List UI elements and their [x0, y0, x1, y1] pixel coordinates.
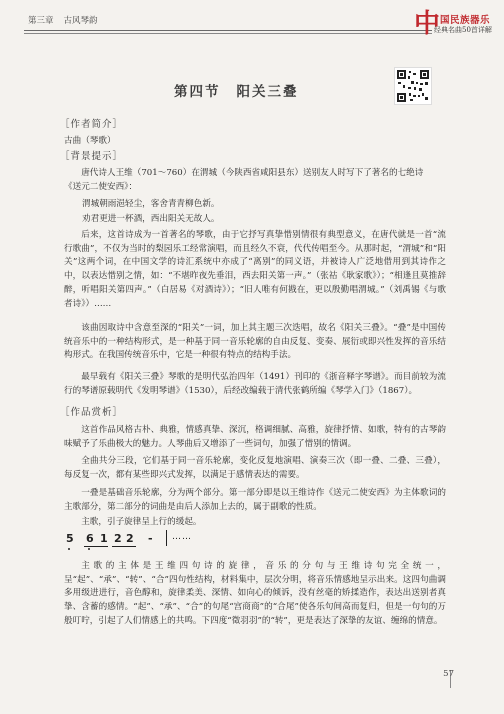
section-title [174, 80, 299, 100]
author-label: ［作者简介］ [60, 119, 124, 130]
section-label: 古风琴韵 [63, 16, 98, 26]
paragraph-3: 该曲因取诗中含意至深的“阳关”一词，加上其主题三次迭唱，故名《阳关三叠》。“叠”是中国传统音乐中的一种结构形式，是一种基于同一音乐轮廓的自由反复、变奏、展衍或即兴性发挥的音乐结构形式。在我国传统音乐中，它是一种很有特点的结构手法。 [64, 323, 446, 361]
logo-mark: 中 [414, 9, 441, 39]
notation-ellipsis: …… [172, 532, 192, 542]
qr-code-graphic [395, 68, 431, 104]
barline [166, 530, 167, 546]
low-octave-dot-2 [88, 548, 90, 550]
logo-title: 国民族器乐 [440, 15, 491, 26]
series-logo [414, 8, 492, 42]
low-octave-dot-1 [68, 548, 70, 550]
note-3: 1 [100, 532, 108, 545]
chapter-label: 第三章 [28, 16, 54, 26]
note-4: 2 [114, 532, 122, 545]
logo-subtitle: 经典名曲50首详解 [434, 26, 492, 34]
running-header [28, 14, 98, 28]
section-number: 第四节 [174, 84, 221, 100]
page-number: 57 [443, 669, 454, 679]
paragraph-6: 全曲共分三段，它们基于同一音乐轮廓，变化反复地演唱、演奏三次（即一叠、二叠、三叠），每反复一次，都有某些即兴式发挥，以满足于感情表达的需要。 [64, 456, 446, 480]
background-line-1: 唐代诗人王维（701～760）在渭城（今陕西省咸阳县东）送别友人时写下了著名的七绝诗 [81, 168, 424, 178]
beam-underline-1 [84, 546, 108, 547]
background-label: ［背景提示］ [60, 151, 124, 162]
header-rule [24, 30, 432, 31]
poem-line-2: 劝君更进一杯酒，西出阳关无故人。 [82, 214, 220, 224]
beam-underline-2 [112, 546, 136, 547]
note-1: 5 [66, 532, 74, 545]
piece-name: 阳关三叠 [236, 84, 299, 100]
paragraph-4: 最早载有《阳关三叠》琴歌的是明代弘治四年（1491）刊印的《浙音释字琴谱》。而目前较为流行的琴谱原载明代《发明琴谱》（1530），后经改编载于清代张鹤所编《琴学入门》（1867）。 [64, 372, 446, 396]
paragraph-2: 后来，这首诗成为一首著名的琴歌，由于它抒写真挚惜别情很有典型意义，在唐代就是一首“流行歌曲”，不仅为当时的梨园乐工经常演唱，而且经久不衰，代代传唱至今。从那时起，“渭城”和“阳关”这两个词，在中国文学的诗汇系统中亦成了“离别”的同义语，并被诗人广泛地借用到其诗作之中，以表达惜别之情，如：“不堪昨夜先垂泪，西去阳关第一声。”（张祜《耿家歌》）；“相逢且莫推辞醉，听唱阳关第四声。”（白居易《对酒诗》）；“旧人唯有何戡在，更以殷勤唱渭城。”（刘禹锡《与歌者诗》）…… [64, 230, 446, 309]
note-2: 6 [86, 532, 94, 545]
background-line-2: 《送元二使安西》： [64, 182, 138, 192]
paragraph-8: 主歌，引子旋律呈上行的缓起。 [81, 517, 202, 527]
note-6: - [148, 532, 153, 545]
header-rule-thin [24, 33, 432, 34]
poem-line-1: 渭城朝雨浥轻尘，客舍青青柳色新。 [82, 199, 220, 209]
author-text: 古曲（琴歌） [64, 136, 116, 146]
paragraph-9: 主歌的主体是王维四句诗的旋律，音乐的分句与王维诗句完全统一，呈“起”、“承”、“转”、“合”四句性结构，材料集中，层次分明，将音乐情感地呈示出来。这四句曲调多用级进进行，音色醇和，旋律柔美、深情、如向心的倾诉，没有丝毫的矫揉造作，表达出送别者真挚、含蓄的感情。“起”、“承”、“合”的句尾“宫商商”的“合尾”使各乐句间高而复归，但是一句句的万般叮咛，引起了人们情感上的共鸣。下四度“徵羽羽”的“转”，更是表达了深挚的友谊、缠绵的情意。 [64, 561, 446, 626]
qr-code[interactable] [394, 67, 432, 105]
paragraph-5: 这首作品风格古朴、典雅，情感真挚、深沉，格调细腻、高雅，旋律抒情、如歌，特有的古琴韵味赋予了乐曲极大的魅力。人琴曲后又增添了一些词句，加强了惜别的情调。 [64, 425, 446, 449]
paragraph-7: 一叠是基础音乐轮廓，分为两个部分。第一部分即是以王维诗作《送元二使安西》为主体歌词的主歌部分，第二部分的词曲是由后人添加上去的，属于副歌的性质。 [64, 488, 446, 512]
note-5: 2 [126, 532, 134, 545]
music-notation [64, 532, 224, 554]
analysis-label: ［作品赏析］ [60, 407, 124, 418]
